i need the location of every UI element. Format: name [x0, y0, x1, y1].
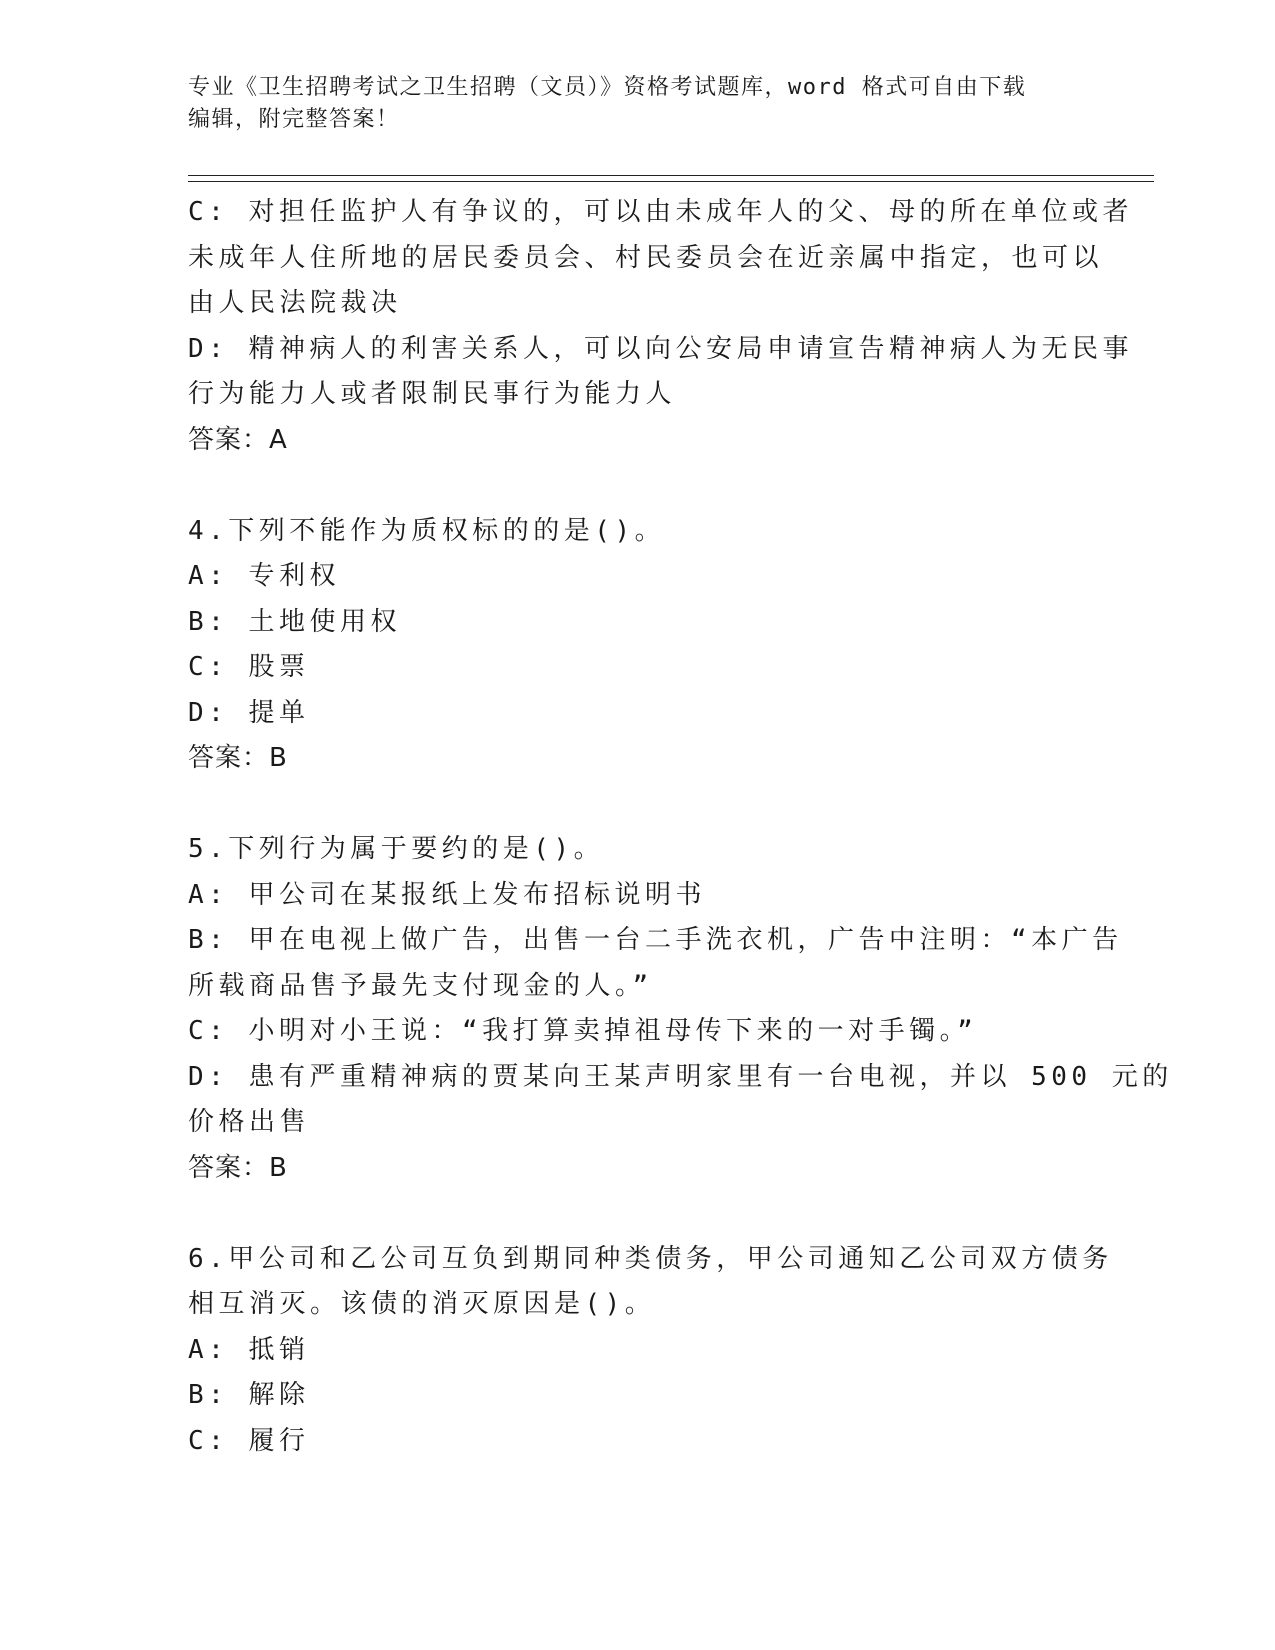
option-b-line: B: 甲在电视上做广告，出售一台二手洗衣机，广告中注明：“本广告: [188, 925, 1123, 955]
answer-label: 答案：B: [188, 1152, 288, 1183]
option-a: A: 专利权: [188, 561, 340, 591]
option-a: A: 甲公司在某报纸上发布招标说明书: [188, 879, 706, 910]
option-c: C: 股票: [188, 652, 310, 682]
question-5: [188, 827, 1173, 1191]
header-divider: [188, 175, 1154, 182]
document-header: [188, 72, 1088, 136]
option-d: D: 提单: [188, 697, 310, 728]
question-text-line: 6.甲公司和乙公司互负到期同种类债务，甲公司通知乙公司双方债务: [188, 1243, 1113, 1274]
spacer: [188, 782, 1078, 828]
option-c-line: 由人民法院裁决: [188, 288, 402, 318]
option-d-line: 价格出售: [188, 1107, 311, 1137]
option-d-line: 行为能力人或者限制民事行为能力人: [188, 379, 677, 409]
answer-label: 答案：B: [188, 743, 288, 773]
option-c-line: 未成年人住所地的居民委员会、村民委员会在近亲属中指定，也可以: [188, 242, 1104, 273]
option-c: C: 履行: [188, 1425, 310, 1456]
question-text: 4.下列不能作为质权标的的是()。: [188, 515, 666, 546]
option-a: A: 抵销: [188, 1334, 310, 1365]
header-line-2: 编辑，附完整答案！: [188, 107, 400, 132]
option-b: B: 土地使用权: [188, 606, 401, 637]
question-text-line: 相互消灭。该债的消灭原因是()。: [188, 1289, 656, 1319]
header-line-1: 专业《卫生招聘考试之卫生招聘（文员）》资格考试题库，word 格式可自由下载: [188, 75, 1027, 100]
option-c: C: 小明对小王说：“我打算卖掉祖母传下来的一对手镯。”: [188, 1016, 978, 1046]
option-c-line: C: 对担任监护人有争议的，可以由未成年人的父、母的所在单位或者: [188, 197, 1133, 227]
option-b-line: 所载商品售予最先支付现金的人。”: [188, 970, 653, 1001]
question-4: [188, 509, 1078, 782]
spacer: [188, 1191, 1078, 1237]
question-text: 5.下列行为属于要约的是()。: [188, 834, 605, 864]
answer-label: 答案：A: [188, 424, 288, 455]
option-d-line: D: 患有严重精神病的贾某向王某声明家里有一台电视，并以 500 元的: [188, 1061, 1173, 1092]
option-b: B: 解除: [188, 1380, 310, 1410]
spacer: [188, 463, 1078, 509]
question-6: [188, 1237, 1113, 1465]
option-d-line: D: 精神病人的利害关系人，可以向公安局申请宣告精神病人为无民事: [188, 333, 1133, 364]
question-3-tail: [188, 190, 1133, 463]
question-content: [188, 190, 1173, 1464]
